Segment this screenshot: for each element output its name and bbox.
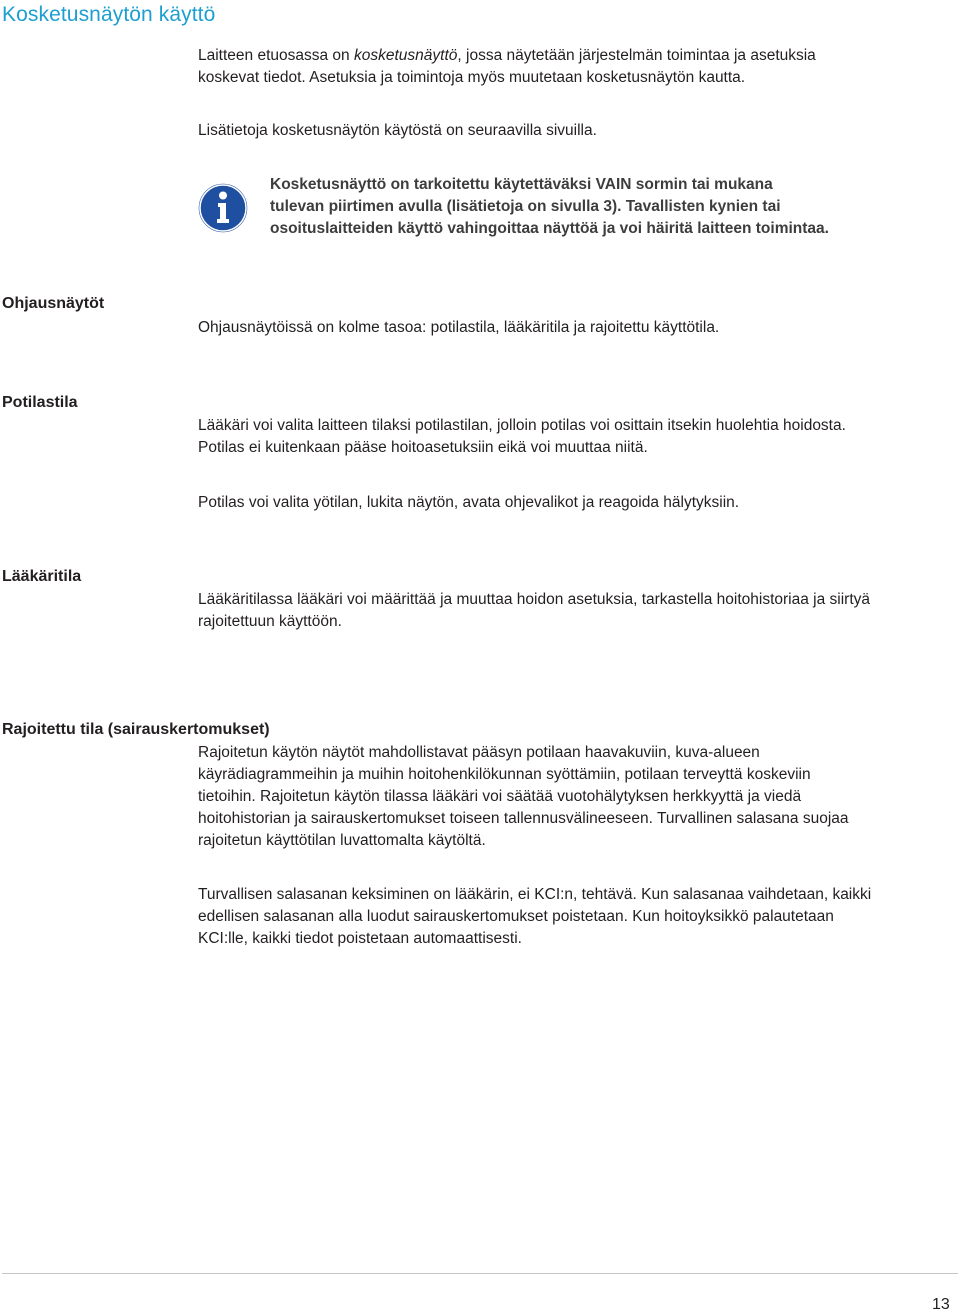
more-info-text: Lisätietoja kosketusnäytön käytöstä on seuraavilla sivuilla.: [198, 122, 597, 139]
note-line-2: tulevan piirtimen avulla (lisätietoja on sivulla 3). Tavallisten kynien tai: [270, 198, 781, 215]
rajoitettu-p1-line-4: hoitohistorian ja sairauskertomukset toiseen tallennusvälineeseen. Turvallinen salasana suojaa: [198, 810, 849, 827]
section-heading-rajoitettu-tila: Rajoitettu tila (sairauskertomukset): [2, 721, 270, 738]
rajoitettu-p1-line-2: käyrädiagrammeihin ja muihin hoitohenkilökunnan syöttämiin, potilaan terveyttä koskeviin: [198, 766, 811, 783]
potilastila-paragraph-2: Potilas voi valita yötilan, lukita näytön, avata ohjevalikot ja reagoida hälytyksiin.: [198, 494, 740, 511]
intro-line-1: Laitteen etuosassa on kosketusnäyttö, jossa näytetään järjestelmän toimintaa ja asetuksia: [198, 47, 816, 64]
warning-note: [270, 174, 910, 240]
intro-line-2: koskevat tiedot. Asetuksia ja toimintoja myös muutetaan kosketusnäytön kautta.: [198, 69, 746, 86]
note-line-1: Kosketusnäyttö on tarkoitettu käytettäväksi VAIN sormin tai mukana: [270, 176, 773, 193]
note-line-3: osoituslaitteiden käyttö vahingoittaa näyttöä ja voi häiritä laitteen toimintaa.: [270, 220, 829, 237]
rajoitettu-p1-line-1: Rajoitetun käytön näytöt mahdollistavat pääsyn potilaan haavakuviin, kuva-alueen: [198, 744, 760, 761]
rajoitettu-p2-line-2: edellisen salasanan alla luodut sairauskertomukset poistetaan. Kun hoitoyksikkö palautetaan: [198, 908, 834, 925]
laakaritila-line-2: rajoitettuun käyttöön.: [198, 613, 342, 630]
potilastila-paragraph-1: [198, 415, 943, 459]
rajoitettu-p1-line-3: tietoihin. Rajoitetun käytön tilassa lääkäri voi säätää vuotohälytyksen herkkyyttä ja viedä: [198, 788, 802, 805]
rajoitettu-paragraph-2: [198, 884, 943, 950]
rajoitettu-p2-line-3: KCI:lle, kaikki tiedot poistetaan automaattisesti.: [198, 930, 522, 947]
intro-paragraph: [198, 45, 898, 89]
rajoitettu-p1-line-5: rajoitetun käyttötilan luvattomalta käytöltä.: [198, 832, 486, 849]
intro-emphasis: kosketusnäyttö: [353, 47, 458, 64]
page-number: 13: [932, 1296, 950, 1313]
laakaritila-paragraph: [198, 589, 943, 633]
ohjausnaytot-text: Ohjausnäytöissä on kolme tasoa: potilastila, lääkäritila ja rajoitettu käyttötila.: [198, 319, 720, 336]
page-title: Kosketusnäytön käyttö: [2, 3, 216, 26]
potilastila-line-2: Potilas ei kuitenkaan pääse hoitoasetuksiin eikä voi muuttaa niitä.: [198, 439, 648, 456]
section-heading-potilastila: Potilastila: [2, 394, 78, 411]
rajoitettu-paragraph-1: [198, 742, 943, 852]
rajoitettu-p2-line-1: Turvallisen salasanan keksiminen on lääkärin, ei KCI:n, tehtävä. Kun salasanaa vaihdetaan, kaikki: [198, 886, 872, 903]
footer-divider: [2, 1273, 958, 1274]
section-heading-laakaritila: Lääkäritila: [2, 568, 82, 585]
section-heading-ohjausnaytot: Ohjausnäytöt: [2, 295, 105, 312]
laakaritila-line-1: Lääkäritilassa lääkäri voi määrittää ja muuttaa hoidon asetuksia, tarkastella hoitohistoriaa ja siirtyä: [198, 591, 871, 608]
info-icon: [196, 181, 250, 235]
potilastila-line-1: Lääkäri voi valita laitteen tilaksi potilastilan, jolloin potilas voi osittain itsekin huolehtia hoidosta.: [198, 417, 846, 434]
